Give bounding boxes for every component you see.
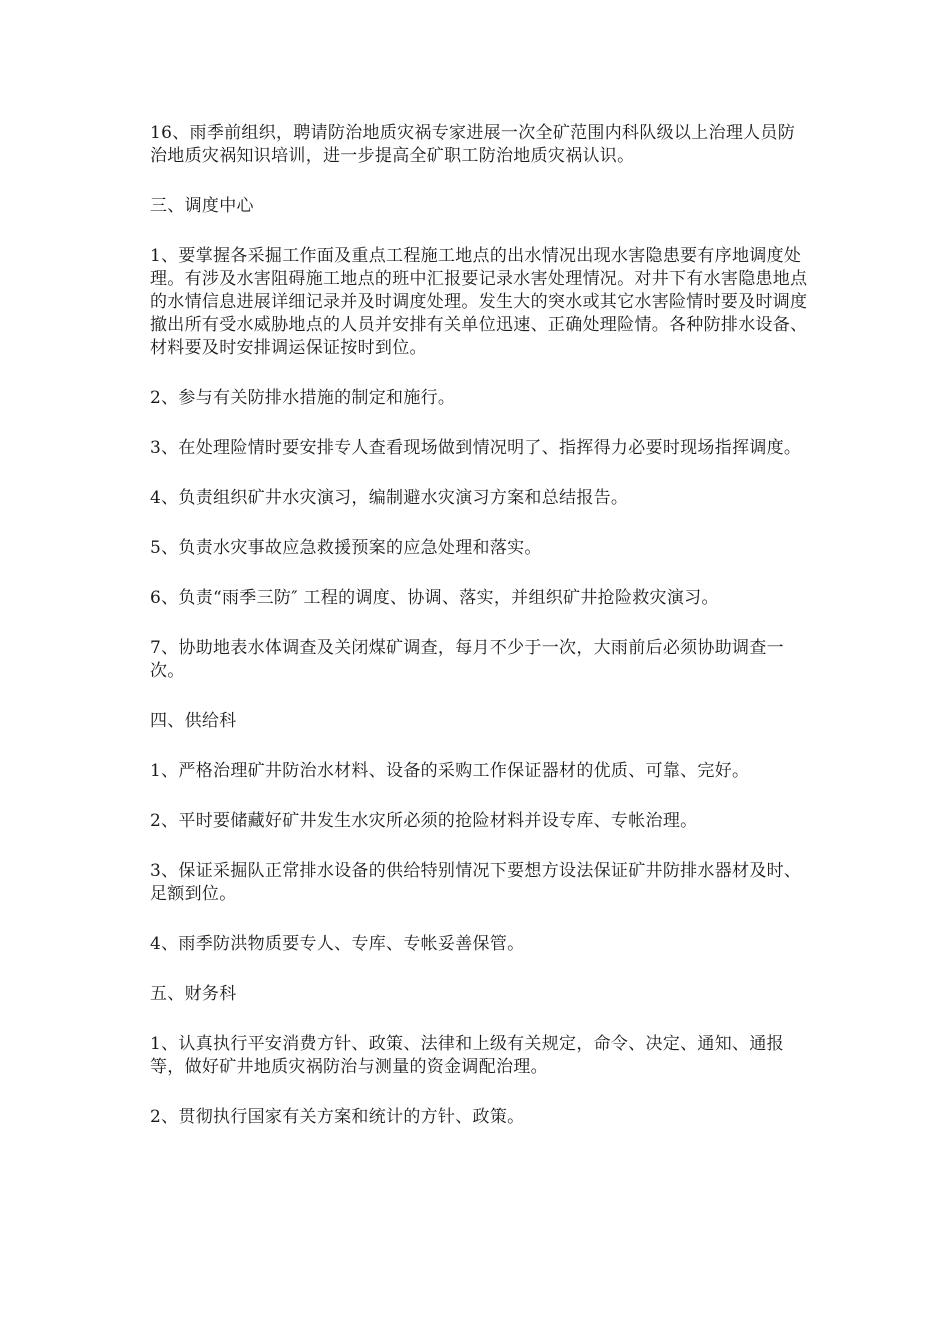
paragraph-finance-1: 1、认真执行平安消费方针、政策、法律和上级有关规定，命令、决定、通知、通报等，做好矿井地质灾祸防治与测量的资金调配治理。 bbox=[150, 1034, 784, 1077]
section-heading-finance-dept: 五、财务科 bbox=[150, 984, 237, 1004]
paragraph-supply-4: 4、雨季防洪物质要专人、专库、专帐妥善保管。 bbox=[150, 934, 525, 954]
section-heading-supply-dept: 四、供给科 bbox=[150, 711, 237, 731]
section-heading-dispatch-center: 三、调度中心 bbox=[150, 196, 254, 216]
paragraph-dispatch-3: 3、在处理险情时要安排专人查看现场做到情况明了、指挥得力必要时现场指挥调度。 bbox=[150, 438, 802, 458]
document-body bbox=[150, 122, 810, 1156]
paragraph-supply-2: 2、平时要储藏好矿井发生水灾所必须的抢险材料并设专库、专帐治理。 bbox=[150, 811, 698, 831]
paragraph-dispatch-4: 4、负责组织矿井水灾演习，编制避水灾演习方案和总结报告。 bbox=[150, 488, 629, 508]
paragraph-dispatch-5: 5、负责水灾事故应急救援预案的应急处理和落实。 bbox=[150, 538, 542, 558]
paragraph-supply-1: 1、严格治理矿井防治水材料、设备的采购工作保证器材的优质、可靠、完好。 bbox=[150, 761, 750, 781]
paragraph-finance-2: 2、贯彻执行国家有关方案和统计的方针、政策。 bbox=[150, 1107, 525, 1127]
paragraph-supply-3: 3、保证采掘队正常排水设备的供给特别情况下要想方设法保证矿井防排水器材及时、足额到位。 bbox=[150, 861, 802, 904]
paragraph-dispatch-7: 7、协助地表水体调查及关闭煤矿调查，每月不少于一次，大雨前后必须协助调查一次。 bbox=[150, 638, 784, 681]
paragraph-dispatch-2: 2、参与有关防排水措施的制定和施行。 bbox=[150, 388, 456, 408]
paragraph-training: 16、雨季前组织，聘请防治地质灾祸专家进展一次全矿范围内科队级以上治理人员防治地质灾祸知识培训，进一步提高全矿职工防治地质灾祸认识。 bbox=[150, 123, 796, 166]
paragraph-dispatch-6: 6、负责“雨季三防″ 工程的调度、协调、落实，并组织矿井抢险救灾演习。 bbox=[150, 588, 719, 608]
paragraph-dispatch-1: 1、要掌握各采掘工作面及重点工程施工地点的出水情况出现水害隐患要有序地调度处理。有涉及水害阻碍施工地点的班中汇报要记录水害处理情况。对井下有水害隐患地点的水情信息进展详细记录并及时调度处理。发生大的突水或其它水害险情时要及时调度撤出所有受水威胁地点的人员并安排有关单位迅速、正确处理险情。各种防排水设备、材料要及时安排调运保证按时到位。 bbox=[150, 246, 808, 358]
